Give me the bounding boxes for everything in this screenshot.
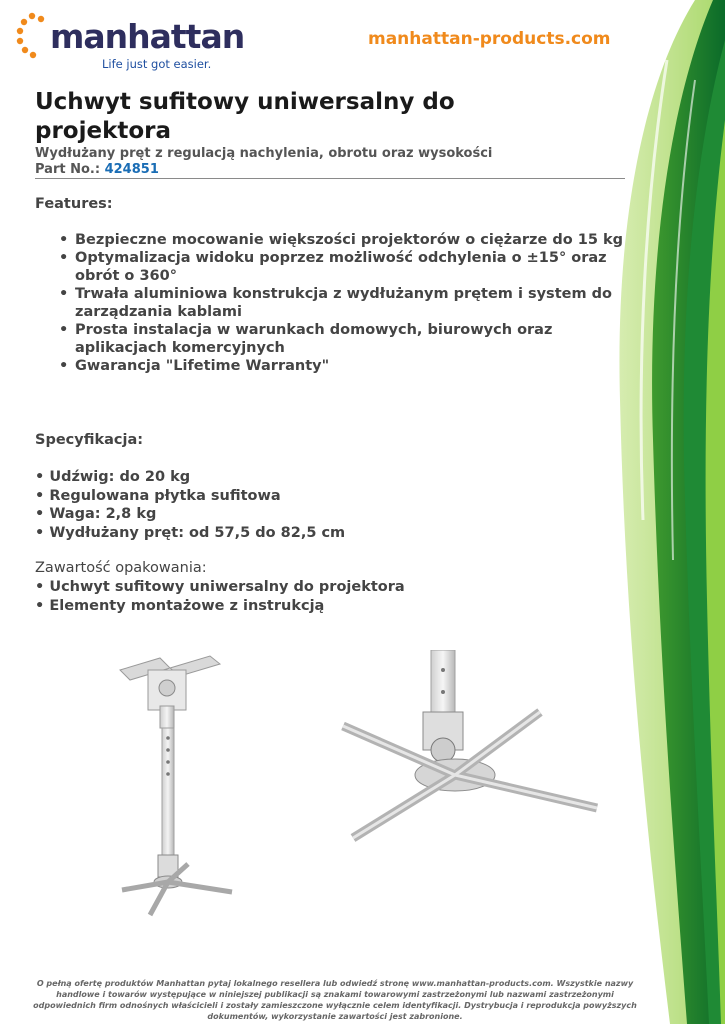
logo-tagline: Life just got easier. bbox=[102, 57, 212, 71]
bullet-icon: • bbox=[59, 358, 69, 374]
part-number-label: Part No.: bbox=[35, 162, 101, 177]
features-list bbox=[55, 231, 630, 375]
manhattan-logo bbox=[16, 12, 245, 71]
feature-text: Optymalizacja widoku poprzez możliwość odchylenia o ±15° oraz obrót o 360° bbox=[75, 250, 607, 284]
feature-item bbox=[55, 249, 630, 285]
product-subtitle: Wydłużany pręt z regulacją nachylenia, obrotu oraz wysokości bbox=[35, 146, 493, 161]
spec-item: • Regulowana płytka sufitowa bbox=[35, 487, 281, 504]
spec-item: • Waga: 2,8 kg bbox=[35, 506, 157, 522]
feature-text: Bezpieczne mocowanie większości projektorów o ciężarze do 15 kg bbox=[75, 232, 623, 248]
page-title: Uchwyt sufitowy uniwersalny do projektora bbox=[35, 89, 455, 144]
spec-item: • Udźwig: do 20 kg bbox=[35, 469, 191, 485]
bullet-icon: • bbox=[59, 250, 69, 266]
feature-text: Trwała aluminiowa konstrukcja z wydłużanym prętem i system do zarządzania kablami bbox=[75, 286, 612, 320]
product-image-full-mount bbox=[110, 650, 240, 925]
feature-item bbox=[55, 357, 630, 375]
spec-item: • Wydłużany pręt: od 57,5 do 82,5 cm bbox=[35, 524, 346, 541]
specs-list bbox=[35, 468, 345, 542]
feature-item bbox=[55, 321, 630, 357]
packaging-list bbox=[35, 578, 405, 615]
feature-text: Prosta instalacja w warunkach domowych, biurowych oraz aplikacjach komercyjnych bbox=[75, 322, 553, 356]
site-url[interactable]: manhattan-products.com bbox=[368, 29, 611, 49]
green-swoosh-decoration bbox=[575, 0, 725, 1024]
packaging-item: • Elementy montażowe z instrukcją bbox=[35, 597, 325, 614]
part-number-value: 424851 bbox=[104, 162, 159, 177]
part-number bbox=[35, 162, 159, 177]
legal-footer: O pełną ofertę produktów Manhattan pytaj lokalnego resellera lub odwiedź stronę www.manhattan-products.com. Wszystkie nazwy handlowe i towarów występujące w niniejszej publikacji są znakami towarowymi zastrzeżonymi lub nazwami zastrzeżonymi odpowiednich firm odnośnych właścicieli i zostały zamieszczone wyłącznie celem identyfikacji. Dystrybucja i reprodukcja powyższych dokumentów, wykorzystanie zawartości jest zabronione. bbox=[33, 979, 637, 1021]
logo-wordmark: manhattan bbox=[50, 17, 245, 56]
header-divider bbox=[35, 178, 625, 179]
feature-text: Gwarancja "Lifetime Warranty" bbox=[75, 358, 330, 374]
bullet-icon: • bbox=[59, 232, 69, 248]
feature-item bbox=[55, 231, 630, 249]
packaging-item: • Uchwyt sufitowy uniwersalny do projektora bbox=[35, 579, 405, 595]
bullet-icon: • bbox=[59, 322, 69, 338]
specs-heading: Specyfikacja: bbox=[35, 432, 144, 448]
product-image-head-detail bbox=[335, 650, 605, 850]
packaging-heading: Zawartość opakowania: bbox=[35, 560, 207, 576]
feature-item bbox=[55, 285, 630, 321]
bullet-icon: • bbox=[59, 286, 69, 302]
features-heading: Features: bbox=[35, 196, 113, 212]
